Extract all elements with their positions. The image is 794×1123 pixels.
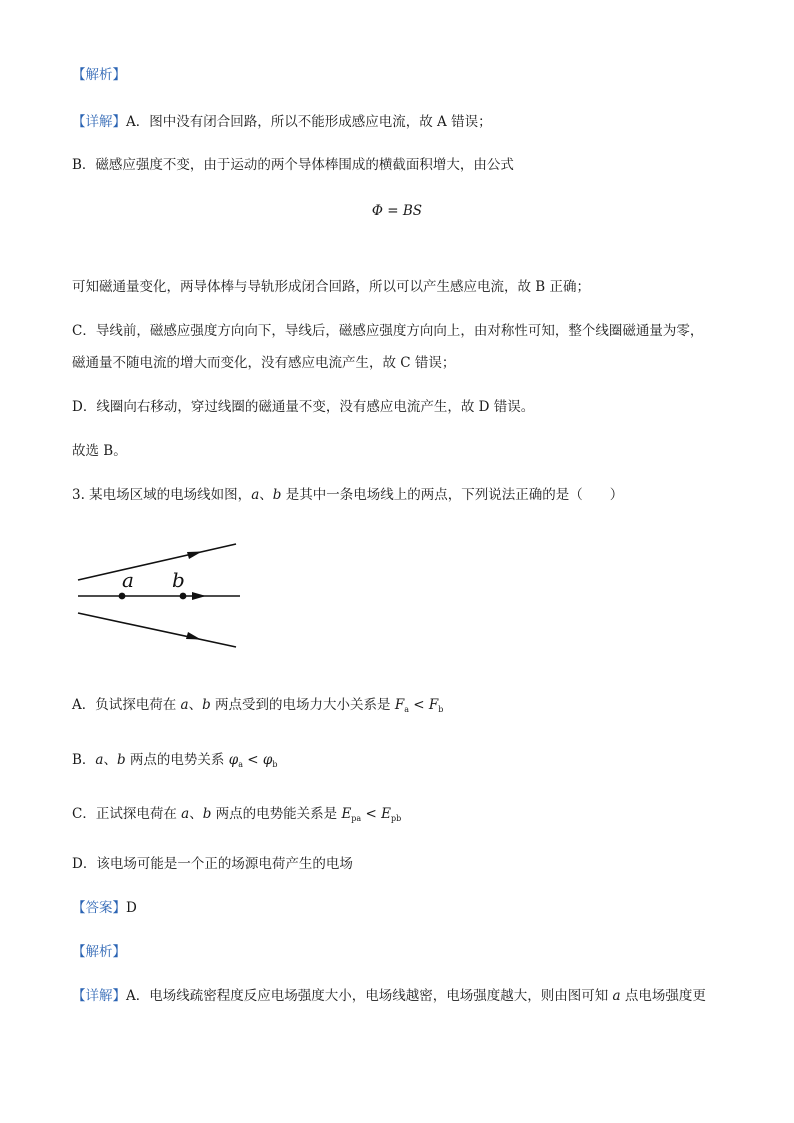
arrow-middle-icon: [192, 592, 206, 600]
analysis-heading-1: [72, 66, 126, 84]
detail-paragraph-c-2: 磁通量不随电流的增大而变化，没有感应电流产生，故 C 错误；: [72, 355, 456, 371]
analysis-tag-2: 【解析】: [72, 944, 126, 960]
conclusion: 故选 B。: [72, 443, 127, 459]
option-d[interactable]: D．该电场可能是一个正的场源电荷产生的电场: [72, 856, 353, 872]
option-b[interactable]: B．a、b 两点的电势关系 $\varphi_a < \varphi_b$: [72, 752, 278, 769]
detail-paragraph-q3: 【详解】A．电场线疏密程度反应电场强度大小，电场线越密，电场强度越大，则由图可知 a 点电场强度更: [72, 988, 706, 1004]
detail-paragraph-d: D．线圈向右移动，穿过线圈的磁通量不变，没有感应电流产生，故 D 错误。: [72, 399, 535, 415]
figure-label-b: b: [172, 568, 185, 592]
answer-line: [72, 899, 137, 917]
point-b: [180, 593, 187, 600]
detail-tag-2: 【详解】: [72, 988, 126, 1004]
arrow-bottom-icon: [186, 632, 201, 640]
point-b-label: b: [272, 487, 282, 503]
answer-value: D: [126, 900, 137, 916]
detail-paragraph-b-cont: 可知磁通量变化，两导体棒与导轨形成闭合回路，所以可以产生感应电流，故 B 正确；: [72, 279, 591, 295]
point-a: [119, 593, 126, 600]
detail-paragraph-a: [72, 113, 492, 131]
electric-field-figure: [70, 535, 250, 655]
arrow-top-icon: [187, 552, 202, 560]
field-line-top: [78, 544, 236, 580]
formula-text: Φ = BS: [371, 203, 423, 219]
question-3: 3. 某电场区域的电场线如图，a、b 是其中一条电场线上的两点，下列说法正确的是（ ）: [72, 487, 624, 503]
answer-tag: 【答案】: [72, 900, 126, 916]
analysis-heading-2: [72, 943, 126, 961]
detail-tag: 【详解】: [72, 114, 126, 130]
detail-text-a: A．图中没有闭合回路，所以不能形成感应电流，故 A 错误；: [126, 114, 492, 130]
formula-flux: [0, 202, 794, 220]
detail-paragraph-c-1: C．导线前，磁感应强度方向向下，导线后，磁感应强度方向向上，由对称性可知，整个线圈磁通量为零，: [72, 323, 704, 339]
option-a[interactable]: A．负试探电荷在 a、b 两点受到的电场力大小关系是 $F_a < F_b$: [72, 697, 444, 714]
point-a-label: a: [251, 487, 260, 503]
detail-paragraph-b: B．磁感应强度不变，由于运动的两个导体棒围成的横截面积增大，由公式: [72, 157, 514, 173]
analysis-tag: 【解析】: [72, 67, 126, 83]
question-number: 3.: [72, 487, 85, 503]
figure-label-a: a: [122, 568, 134, 592]
field-line-bottom: [78, 613, 236, 647]
option-c[interactable]: C．正试探电荷在 a、b 两点的电势能关系是 $E_{pa} < E_{pb}$: [72, 806, 402, 823]
